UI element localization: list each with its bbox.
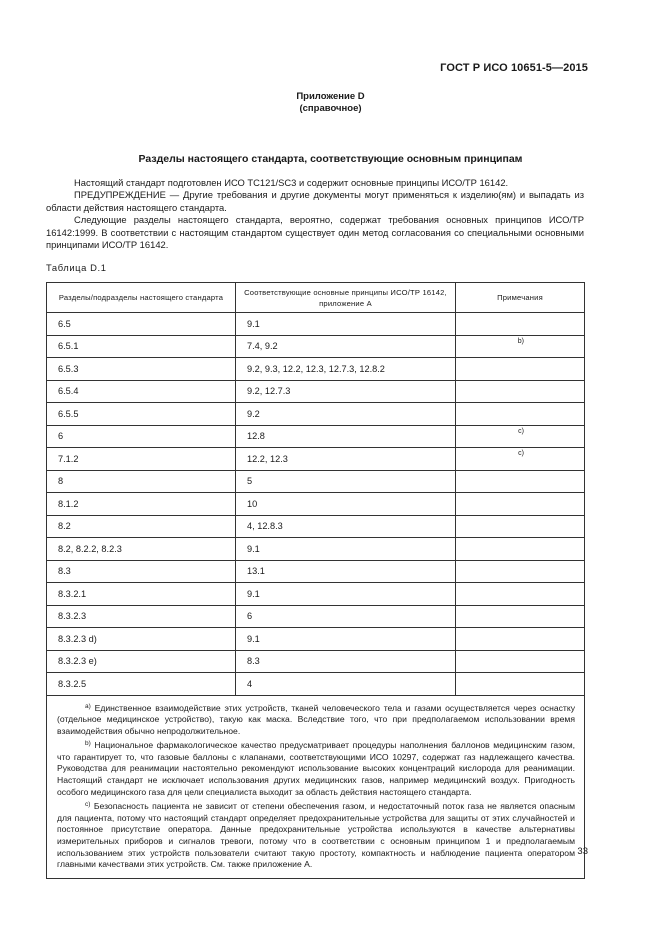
- cell-principles: 4, 12.8.3: [236, 515, 456, 538]
- cell-note: [456, 515, 585, 538]
- table-row: [47, 650, 585, 673]
- table-row: [47, 605, 585, 628]
- table-row: [47, 583, 585, 606]
- footnotes-cell: [47, 695, 585, 878]
- cell-principles: 9.2: [236, 403, 456, 426]
- cell-principles: 12.8: [236, 425, 456, 448]
- footnote-text: Национальное фармакологическое качество предусматривает процедуры наполнения баллонов медицинским газом, что гарантирует то, что газовые баллоны с клапанами, соответствующими ИСО 10297, содержат газ надлежащего качества. Руководства для реанимации настоятельно рекомендуют использование высоких концентраций кислорода для реанимации. Настоящий стандарт не исключает использования других медицинских газов, например медицинский воздух. Пригодность особого медицинского газа для цели специалиста выходит за область действия настоящего стандарта.: [57, 740, 575, 797]
- cell-section: 6.5.1: [47, 335, 236, 358]
- cell-principles: 9.1: [236, 628, 456, 651]
- intro-text: [46, 177, 584, 251]
- footnote-b: [57, 738, 575, 798]
- table-row: [47, 538, 585, 561]
- cell-section: 8: [47, 470, 236, 493]
- annex-title: Приложение D: [296, 91, 365, 102]
- column-header-principles: Соответствующие основные принципы ИСО/ТР 16142, приложение А: [236, 283, 456, 313]
- column-header-notes: Примечания: [456, 283, 585, 313]
- footnote-mark: b): [85, 740, 91, 748]
- cell-section: 7.1.2: [47, 448, 236, 471]
- annex-heading: [0, 91, 661, 115]
- cell-principles: 13.1: [236, 560, 456, 583]
- page-number: 33: [577, 846, 588, 857]
- cell-principles: 9.2, 9.3, 12.2, 12.3, 12.7.3, 12.8.2: [236, 358, 456, 381]
- table-body: [47, 313, 585, 696]
- column-header-sections: Разделы/подразделы настоящего стандарта: [47, 283, 236, 313]
- footnote-c: [57, 799, 575, 871]
- cell-section: 6.5.4: [47, 380, 236, 403]
- cell-section: 8.2, 8.2.2, 8.2.3: [47, 538, 236, 561]
- table-row: [47, 628, 585, 651]
- table-row: [47, 673, 585, 696]
- table-row: [47, 515, 585, 538]
- paragraph: Следующие разделы настоящего стандарта, вероятно, содержат требования основных принципов ИСО/ТР 16142:1999. В соответствии с настоящим стандартом существует один метод согласования со специальными основными принципами ИСО/ТР 16142.: [46, 214, 584, 251]
- cell-note: [456, 403, 585, 426]
- cell-section: 8.3: [47, 560, 236, 583]
- cell-section: 8.2: [47, 515, 236, 538]
- cell-section: 8.3.2.5: [47, 673, 236, 696]
- cell-note: [456, 380, 585, 403]
- cell-principles: 8.3: [236, 650, 456, 673]
- cell-principles: 12.2, 12.3: [236, 448, 456, 471]
- cell-note: [456, 673, 585, 696]
- cell-principles: 9.2, 12.7.3: [236, 380, 456, 403]
- cell-section: 6.5.3: [47, 358, 236, 381]
- annex-subtitle: (справочное): [299, 103, 362, 114]
- table-row: [47, 403, 585, 426]
- cell-note: c): [456, 448, 585, 471]
- cell-note: [456, 493, 585, 516]
- table-row: [47, 313, 585, 336]
- cell-note: [456, 358, 585, 381]
- cell-principles: 4: [236, 673, 456, 696]
- table-row: [47, 380, 585, 403]
- table-row: [47, 560, 585, 583]
- table-row: [47, 470, 585, 493]
- document-id: ГОСТ Р ИСО 10651-5—2015: [440, 62, 588, 74]
- paragraph: Настоящий стандарт подготовлен ИСО ТС121/SC3 и содержит основные принципы ИСО/ТР 16142.: [74, 177, 509, 188]
- footnote-a: [57, 701, 575, 738]
- cell-note: [456, 560, 585, 583]
- table-row: [47, 425, 585, 448]
- cell-principles: 9.1: [236, 583, 456, 606]
- cell-note: [456, 650, 585, 673]
- cell-note: b): [456, 335, 585, 358]
- cell-principles: 6: [236, 605, 456, 628]
- cell-note: [456, 538, 585, 561]
- table-row: [47, 493, 585, 516]
- table-row: [47, 335, 585, 358]
- cell-note: [456, 470, 585, 493]
- cell-principles: 9.1: [236, 538, 456, 561]
- footnote-text: Безопасность пациента не зависит от степени обеспечения газом, и недостаточный поток газа не является опасным для пациента, потому что настоящий стандарт определяет предохранительные устройства для защиты от этих случайностей и постоянное присутствие оператора. Данные предохранительные устройства используются в качестве альтернативы измерительных приборов и сигналов тревоги, потому что в соответствии с основным принципом 1 и предполагаемым использованием этих устройств пользователи считают такую простоту, компактность и наблюдение пациента оператором главными качествами этих устройств. См. также приложение А.: [57, 801, 575, 870]
- cell-principles: 9.1: [236, 313, 456, 336]
- footnote-text: Единственное взаимодействие этих устройств, тканей человеческого тела и газами осуществляется через оснастку (отдельное медицинское устройство), такую как маска. Вследствие того, что при предполагаемом использовании время взаимодействия обычно непродолжительное.: [57, 702, 575, 736]
- section-title: Разделы настоящего стандарта, соответствующие основным принципам: [138, 153, 523, 165]
- cell-section: 8.1.2: [47, 493, 236, 516]
- cell-section: 6: [47, 425, 236, 448]
- principles-table: [46, 282, 585, 879]
- table-row: [47, 448, 585, 471]
- cell-note: [456, 583, 585, 606]
- cell-principles: 10: [236, 493, 456, 516]
- table-row: [47, 358, 585, 381]
- cell-section: 8.3.2.3 d): [47, 628, 236, 651]
- cell-note: [456, 313, 585, 336]
- cell-note: [456, 605, 585, 628]
- footnote-mark: c): [85, 801, 91, 809]
- cell-principles: 5: [236, 470, 456, 493]
- cell-note: [456, 628, 585, 651]
- paragraph: ПРЕДУПРЕЖДЕНИЕ — Другие требования и другие документы могут применяться к изделию(ям) и выпадать из области действия настоящего стандарта.: [46, 189, 584, 213]
- footnote-mark: a): [85, 702, 91, 710]
- cell-section: 6.5.5: [47, 403, 236, 426]
- cell-section: 6.5: [47, 313, 236, 336]
- footnotes-row: [47, 695, 585, 878]
- table-header-row: [47, 283, 585, 313]
- cell-section: 8.3.2.3 e): [47, 650, 236, 673]
- cell-principles: 7.4, 9.2: [236, 335, 456, 358]
- cell-note: c): [456, 425, 585, 448]
- table-caption: Таблица D.1: [46, 262, 107, 273]
- cell-section: 8.3.2.3: [47, 605, 236, 628]
- cell-section: 8.3.2.1: [47, 583, 236, 606]
